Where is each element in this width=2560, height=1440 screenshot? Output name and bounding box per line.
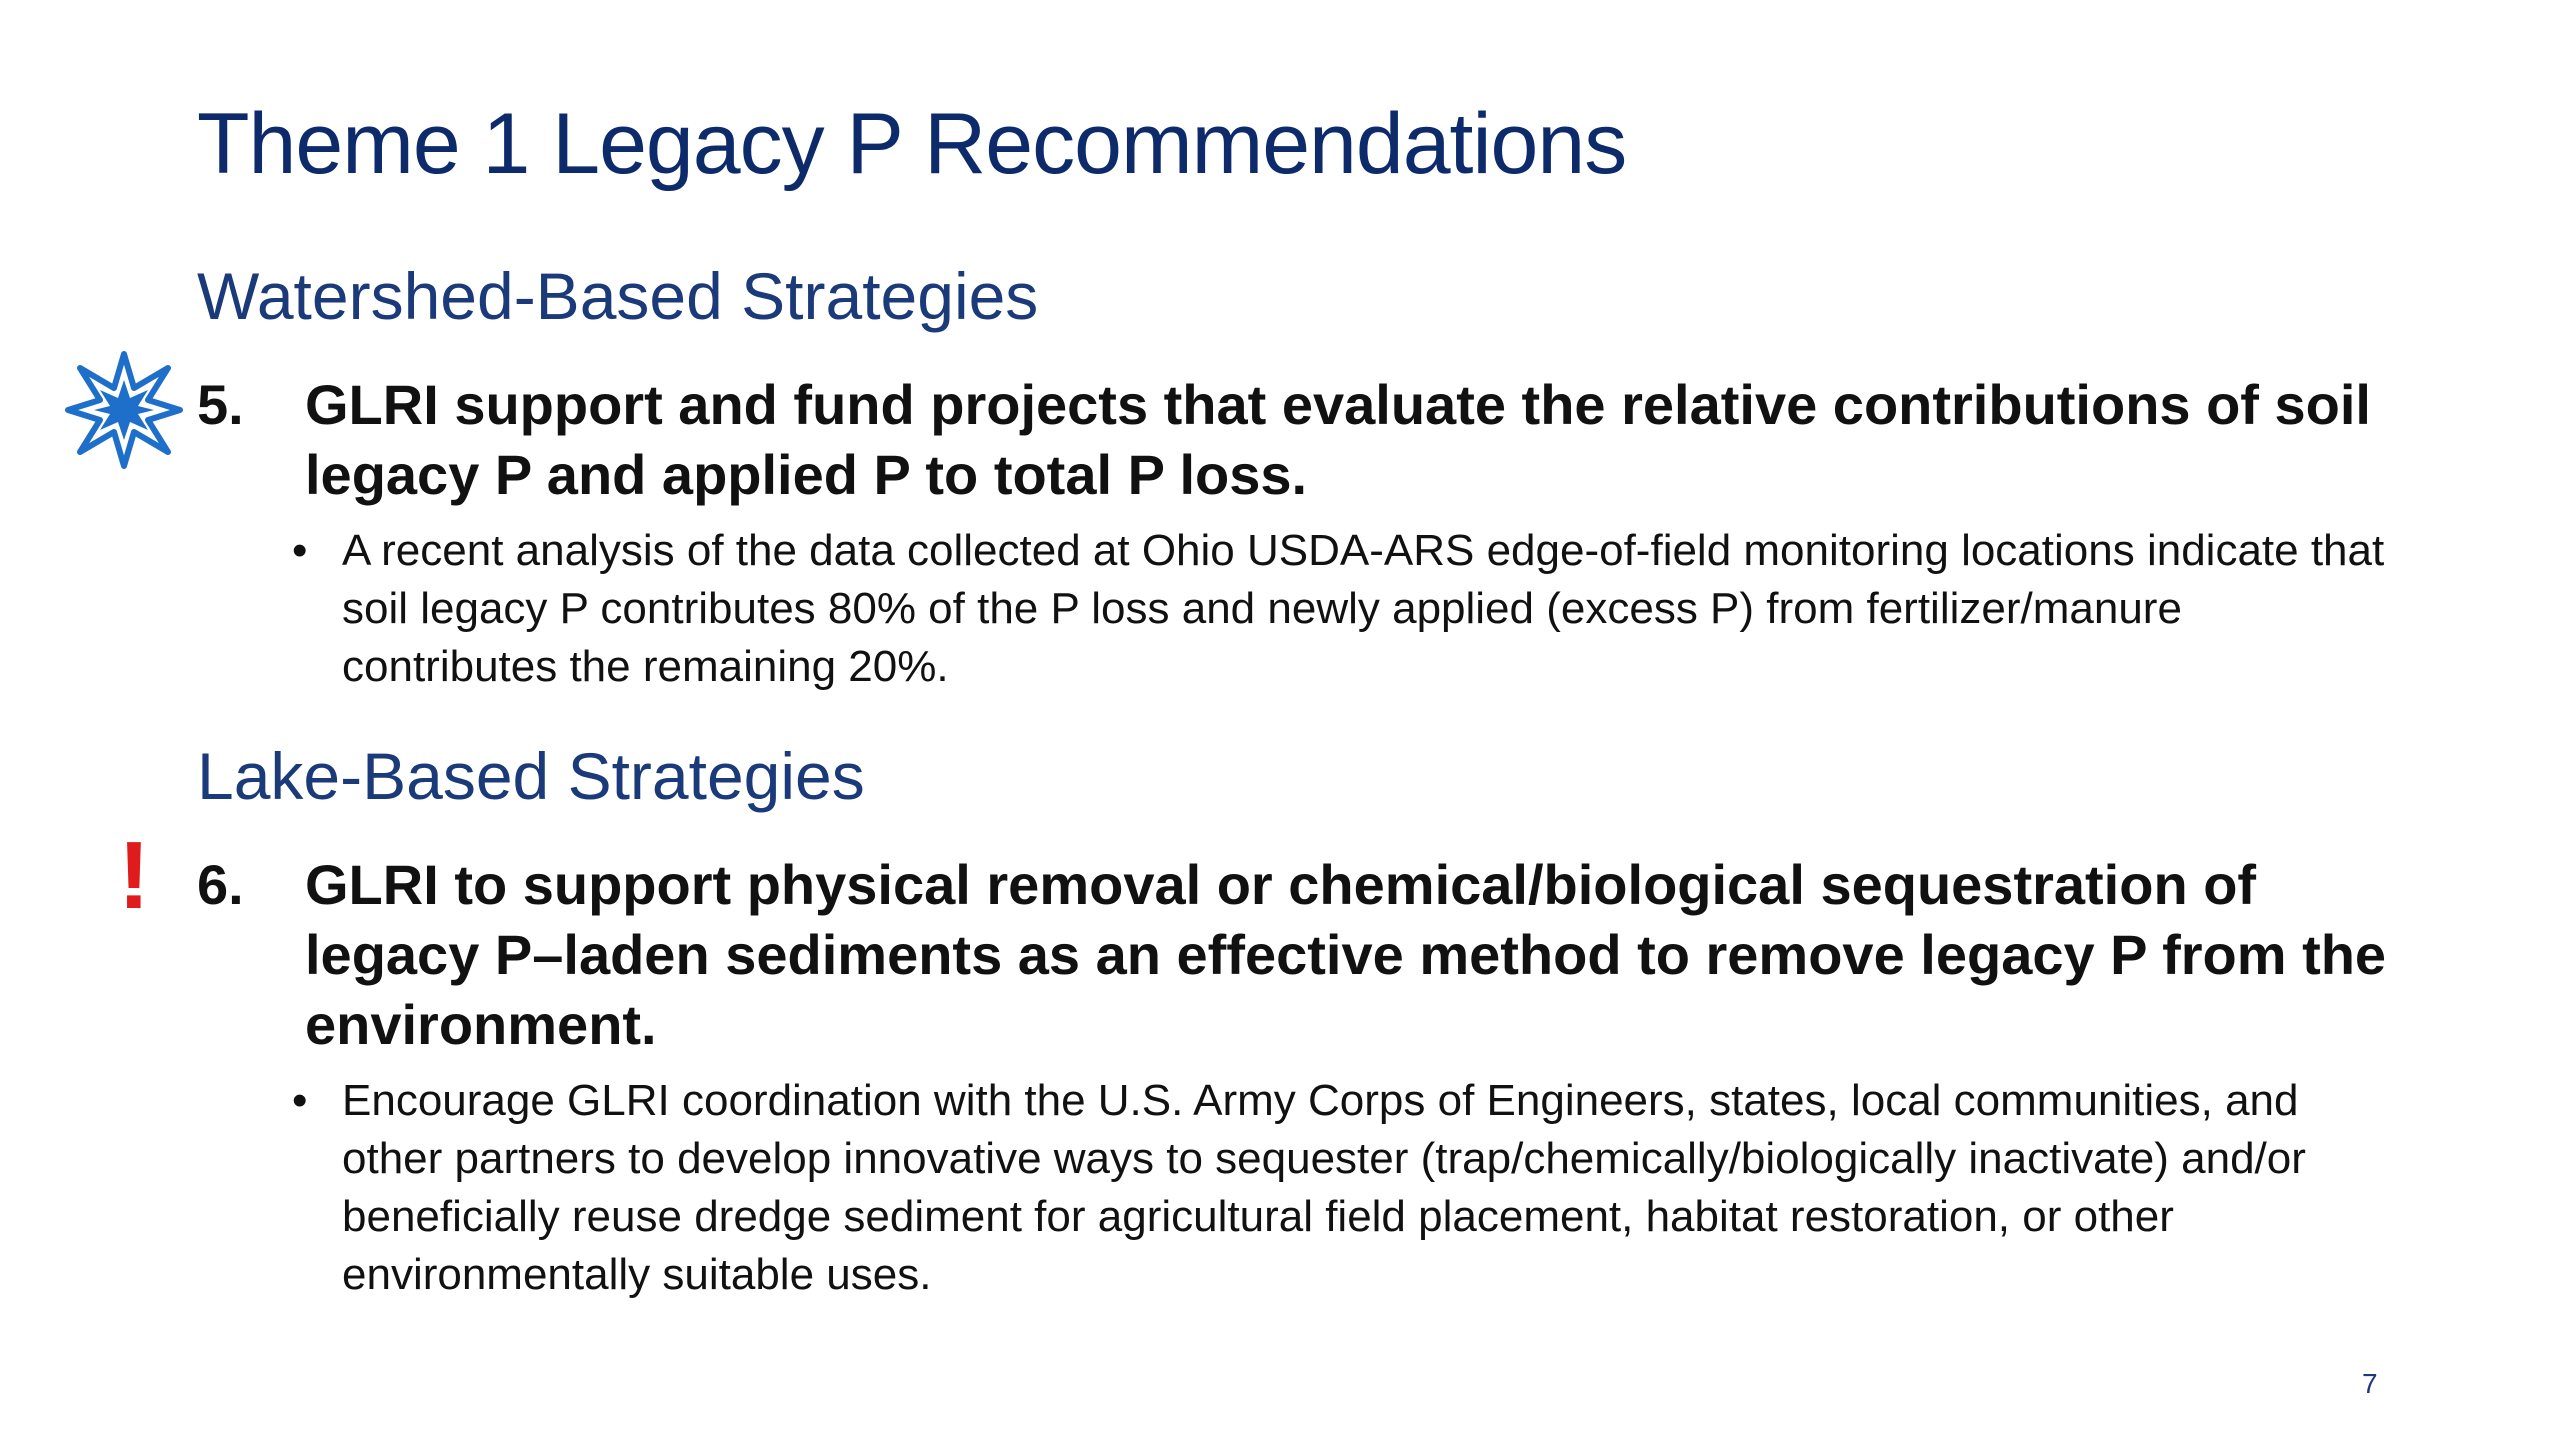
bullet-text: A recent analysis of the data collected at Ohio USDA-ARS edge-of-field monitoring locations indicate that soil legacy P contributes 80% of the P loss and newly applied (excess P) from fertilizer/manure contributes the remaining 20%. [342,526,2385,691]
recommendation-number: 6. [197,853,244,916]
recommendation-number: 5. [197,373,244,436]
slide-title: Theme 1 Legacy P Recommendations [197,96,1627,192]
bullet-text: Encourage GLRI coordination with the U.S. Army Corps of Engineers, states, local communities, and other partners to develop innovative ways to sequester (trap/chemically/biologically inactivate) and/or beneficially reuse dredge sediment for agricultural field placement, habitat restoration, or other environmentally suitable uses. [342,1076,2306,1299]
bullet-item [292,1072,2392,1312]
starburst-icon [64,350,184,470]
section-heading-watershed: Watershed-Based Strategies [197,259,1039,333]
exclamation-icon: ! [118,822,150,929]
section-heading-lake: Lake-Based Strategies [197,739,865,813]
recommendation-text: GLRI to support physical removal or chemical/biological sequestration of legacy P–laden sediments as an effective method to remove legacy P from the environment. [305,853,2387,1056]
bullet-item [292,522,2392,702]
page-number: 7 [2362,1368,2378,1399]
recommendation-text: GLRI support and fund projects that evaluate the relative contributions of soil legacy P and applied P to total P loss. [305,373,2371,506]
recommendation-6 [197,850,2437,1060]
bullet-dot-icon: • [292,1076,308,1125]
bullet-dot-icon: • [292,526,308,575]
recommendation-5 [197,370,2437,510]
